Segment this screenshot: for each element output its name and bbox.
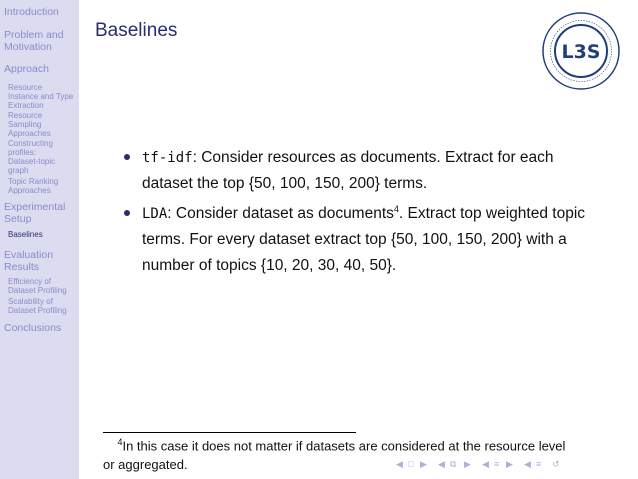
- footnote-index: 4: [117, 437, 123, 447]
- nav-prev-icon[interactable]: ◀: [524, 459, 531, 469]
- footnote-text: In this case it does not matter if datasets are considered at the resource level or aggregated.: [103, 438, 566, 473]
- sidebar-item-conclusions[interactable]: Conclusions: [4, 322, 62, 334]
- bullet-lda: [122, 201, 608, 279]
- nav-subsection-icon[interactable]: ⧉: [450, 459, 457, 469]
- footnote-rule: [103, 432, 356, 433]
- nav-first-icon[interactable]: ◀: [396, 459, 403, 469]
- sidebar-item-efficiency[interactable]: Efficiency of Dataset Profiling: [8, 277, 67, 295]
- bullet-dot-icon: [124, 154, 130, 160]
- svg-text:L3S: L3S: [561, 41, 601, 63]
- bullet-text: . Extract top weighted topic terms. For every dataset extract top {50, 100, 150, 200} with a number of topics {10, 20, 30, 40, 50}.: [142, 205, 586, 275]
- nav-last-icon[interactable]: ▶: [420, 459, 427, 469]
- nav-prev-subsection-icon[interactable]: ◀: [438, 459, 445, 469]
- l3s-logo: [540, 10, 622, 92]
- footnote-ref[interactable]: 4: [393, 203, 399, 214]
- sidebar-nav: [0, 0, 79, 479]
- nav-section-icon[interactable]: ≡: [494, 459, 500, 469]
- term-tfidf: tf-idf: [142, 150, 193, 166]
- sidebar-item-baselines[interactable]: Baselines: [8, 230, 43, 239]
- slide-title: Baselines: [95, 20, 178, 41]
- sidebar-item-evaluation-results[interactable]: Evaluation Results: [4, 249, 54, 273]
- nav-next-section-icon[interactable]: ▶: [506, 459, 513, 469]
- sidebar-item-problem-motivation[interactable]: Problem and Motivation: [4, 29, 64, 53]
- nav-next-subsection-icon[interactable]: ▶: [464, 459, 471, 469]
- nav-equiv-icon[interactable]: ≡: [536, 459, 542, 469]
- bullet-dot-icon: [124, 210, 130, 216]
- bullet-list: [122, 145, 608, 283]
- sidebar-item-resource-sampling[interactable]: Resource Sampling Approaches: [8, 111, 51, 138]
- nav-frame-icon[interactable]: □: [408, 459, 414, 469]
- nav-search-icon[interactable]: ↺: [552, 459, 560, 469]
- sidebar-item-constructing-profiles[interactable]: Constructing profiles: Dataset-topic graph: [8, 139, 56, 175]
- sidebar-item-scalability[interactable]: Scalability of Dataset Profiling: [8, 297, 67, 315]
- footnote: [103, 436, 573, 475]
- sidebar-item-experimental-setup[interactable]: Experimental Setup: [4, 201, 66, 225]
- sidebar-item-introduction[interactable]: Introduction: [4, 6, 59, 18]
- sidebar-item-approach[interactable]: Approach: [4, 63, 49, 75]
- bullet-tfidf: [122, 145, 608, 197]
- sidebar-item-resource-instance[interactable]: Resource Instance and Type Extraction: [8, 83, 74, 110]
- sidebar-item-topic-ranking[interactable]: Topic Ranking Approaches: [8, 177, 59, 195]
- nav-prev-section-icon[interactable]: ◀: [482, 459, 489, 469]
- term-lda: LDA: [142, 206, 168, 223]
- bullet-text: : Consider resources as documents. Extract for each dataset the top {50, 100, 150, 200} terms.: [142, 149, 554, 193]
- bullet-text: : Consider dataset as documents: [167, 205, 394, 223]
